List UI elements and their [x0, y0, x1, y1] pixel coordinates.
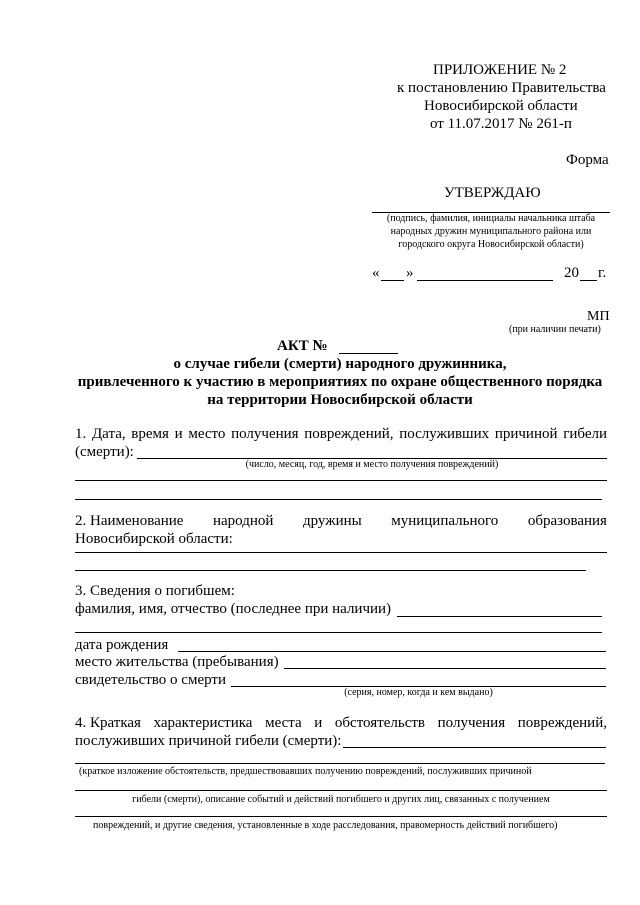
section-2-text	[75, 514, 607, 529]
date-close-quote: »	[406, 265, 414, 281]
section-1-text: 1. Дата, время и место получения повреждений, послуживших причиной гибели	[75, 426, 607, 442]
date-open-quote: «	[372, 265, 380, 281]
section-4-caption-2: гибели (смерти), описание событий и действий погибшего и других лиц, связанных с получением	[132, 794, 550, 805]
section-2-answer-line-2	[75, 570, 586, 571]
appendix-region-line: Новосибирской области	[424, 98, 578, 114]
certificate-caption: (серия, номер, когда и кем выдано)	[344, 687, 493, 698]
birth-date-label: дата рождения	[75, 637, 169, 653]
section-1-answer-line-2	[75, 480, 607, 481]
section-4-answer-line-1	[343, 747, 606, 748]
appendix-title: ПРИЛОЖЕНИЕ № 2	[433, 62, 567, 78]
section-2-text-cont: Новосибирской области:	[75, 531, 233, 547]
date-year-blank	[580, 280, 597, 281]
act-title: АКТ №	[277, 338, 328, 354]
date-day-blank	[381, 280, 404, 281]
act-number-blank	[339, 353, 398, 354]
heading-line-3: на территории Новосибирской области	[207, 392, 473, 408]
section-2-word: 2. Наименование	[75, 513, 184, 529]
approval-label: УТВЕРЖДАЮ	[444, 185, 541, 201]
section-1-caption: (число, месяц, год, время и место получения повреждений)	[245, 459, 499, 470]
stamp-label: МП	[587, 309, 610, 324]
section-2-word: образования	[527, 513, 607, 529]
certificate-label: свидетельство о смерти	[75, 672, 226, 688]
section-4-answer-line-2	[75, 763, 605, 764]
appendix-date-line: от 11.07.2017 № 261-п	[430, 116, 572, 132]
heading-line-2: привлеченного к участию в мероприятиях по охране общественного порядка	[77, 374, 603, 390]
section-2-answer-line-1	[75, 552, 607, 553]
form-label: Форма	[566, 152, 609, 168]
birth-date-line	[178, 651, 606, 652]
signature-caption-1: (подпись, фамилия, инициалы начальника штаба	[386, 213, 596, 224]
section-1-text-cont: (смерти):	[75, 444, 134, 460]
section-1-answer-line-3	[75, 499, 602, 500]
section-4-answer-line-4	[75, 816, 607, 817]
section-4-word: повреждений,	[517, 715, 607, 731]
date-month-blank	[417, 280, 553, 281]
section-4-caption-3: повреждений, и другие сведения, установленные в ходе расследования, правомерность действий погибшего)	[93, 820, 558, 831]
appendix-decree-line: к постановлению Правительства	[397, 80, 606, 96]
heading-line-1: о случае гибели (смерти) народного дружинника,	[173, 356, 507, 372]
section-4-word: и	[314, 715, 323, 731]
section-3-title: 3. Сведения о погибшем:	[75, 583, 235, 599]
section-4-text-cont: послуживших причиной гибели (смерти):	[75, 733, 342, 749]
section-4-word: обстоятельств	[334, 715, 426, 731]
signature-caption-2: народных дружин муниципального района или	[390, 226, 592, 237]
residence-line	[284, 668, 606, 669]
section-2-word: муниципального	[391, 513, 499, 529]
section-4-word: места	[265, 715, 302, 731]
date-year-prefix: 20	[564, 265, 579, 281]
section-4-word: характеристика	[153, 715, 253, 731]
section-4-word: получения	[437, 715, 506, 731]
section-2-word: дружины	[302, 513, 362, 529]
section-2-word: народной	[212, 513, 274, 529]
full-name-line	[397, 616, 602, 617]
section-4-text	[75, 716, 607, 731]
section-4-answer-line-3	[75, 790, 607, 791]
stamp-note: (при наличии печати)	[509, 324, 601, 335]
section-4-word: 4. Краткая	[75, 715, 141, 731]
full-name-label: фамилия, имя, отчество (последнее при наличии)	[75, 601, 392, 617]
section-4-caption-1: (краткое изложение обстоятельств, предшествовавших получению повреждений, послуживших причиной	[79, 766, 532, 777]
residence-label: место жительства (пребывания)	[75, 654, 279, 670]
full-name-line-2	[75, 632, 602, 633]
date-year-suffix: г.	[598, 265, 607, 281]
signature-caption-3: городского округа Новосибирской области)	[398, 239, 584, 250]
